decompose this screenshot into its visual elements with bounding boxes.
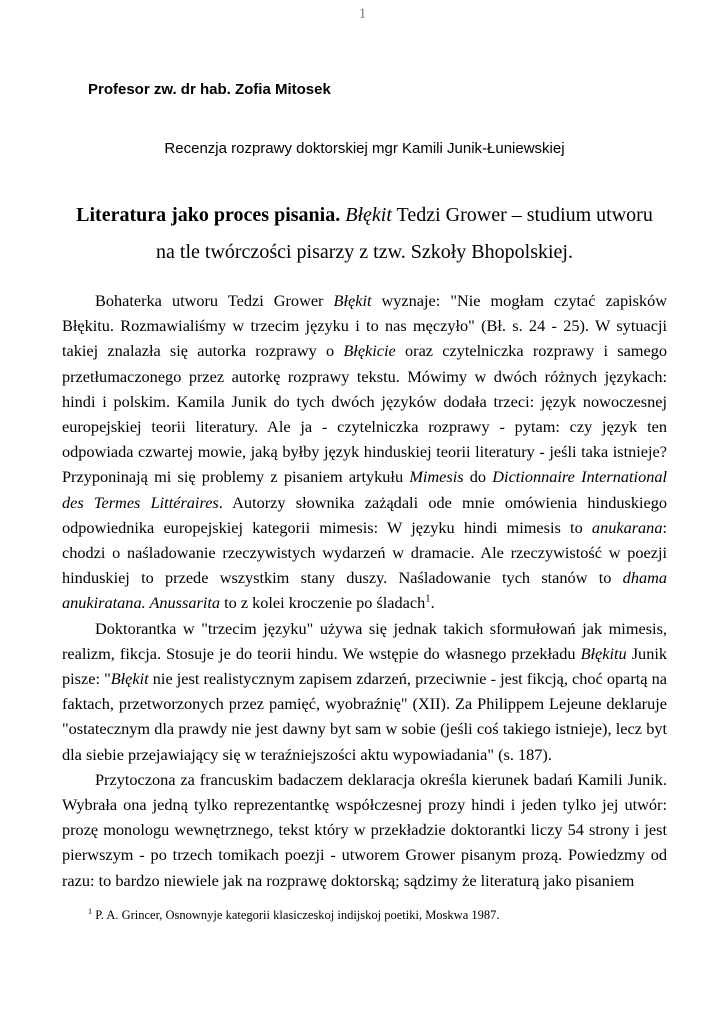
body-paragraph: Przytoczona za francuskim badaczem deklaracja określa kierunek badań Kamili Junik. Wybrała ona jedną tylko reprezentantkę współczesnej prozy hindi i jeden tylko jej utwór: prozę monologu wewnętrznego, tekst który w przekładzie doktorantki liczy 54 strony i jest pierwszym - po trzech tomikach poezji - utworem Grower pisanym prozą. Powiedzmy od razu: to bardzo niewiele jak na rozprawę doktorską; sądzimy że literaturą jako pisaniem bbox=[62, 769, 667, 890]
page-number: 1 bbox=[358, 6, 367, 22]
title-line-2: na tle twórczości pisarzy z tzw. Szkoły Bhopolskiej. bbox=[156, 241, 573, 263]
review-heading: Recenzja rozprawy doktorskiej mgr Kamili Junik-Łuniewskiej bbox=[164, 140, 565, 157]
page-content bbox=[0, 81, 725, 923]
body-paragraph: Bohaterka utworu Tedzi Grower Błękit wyznaje: "Nie mogłam czytać zapisków Błękitu. Rozmawialiśmy w trzecim języku i to nas męczyło" (Bł. s. 24 - 25). W sytuacji takiej znalazła się autorka rozprawy o Błękicie oraz czytelniczka rozprawy i samego przetłumaczonego przez autorkę rozprawy tekstu. Mówimy w dwóch różnych językach: hindi i polskim. Kamila Junik do tych dwóch języków dodała trzeci: język nowoczesnej europejskiej teorii literatury. Ale ja - czytelniczka rozprawy - pytam: czy język ten odpowiada czwartej mowie, jaką byłby język hinduskiej teorii literatury - jeśli taka istnieje? Przyponinają mi się problemy z pisaniem artykułu Mimesis do Dictionnaire International des Termes Littéraires. Autorzy słownika zażądali ode mnie omówienia hinduskiego odpowiednika europejskiej kategorii mimesis: W języku hindi mimesis to anukarana: chodzi o naśladowanie rzeczywistych wydarzeń w dramacie. Ale rzeczywistość w poezji hinduskiej to przede wszystkim stany duszy. Naśladowanie tych stanów to dhama anukiratana. Anussarita to z kolei kroczenie po śladach$^1$. bbox=[62, 291, 668, 613]
body-paragraph: Doktorantka w "trzecim języku" używa się jednak takich sformułowań jak mimesis, realizm, fikcja. Stosuje je do teorii hindu. We wstępie do własnego przekładu Błękitu Junik pisze: "Błękit nie jest realistycznym zapisem zdarzeń, przeciwnie - jest fikcją, choć opartą na faktach, przetworzonych przez pamięć, wyobraźnię" (XII). Za Philippem Lejeune deklaruje "ostatecznym dla prawdy nie jest dawny byt sam w sobie (jeśli coś takiego istnieje), lecz byt dla siebie przejawiający się w teraźniejszości aktu wypowiadania" (s. 187). bbox=[62, 618, 667, 764]
review-body bbox=[62, 288, 667, 893]
title-line-1: Literatura jako proces pisania. Błękit Tedzi Grower – studium utworu bbox=[76, 204, 653, 226]
dissertation-title bbox=[62, 197, 667, 271]
reviewer-name: Profesor zw. dr hab. Zofia Mitosek bbox=[88, 81, 331, 98]
footnote: $^1$ P. A. Grincer, Osnownyje kategorii klasiczeskoj indijskoj poetiki, Moskwa 1987. bbox=[88, 906, 500, 922]
